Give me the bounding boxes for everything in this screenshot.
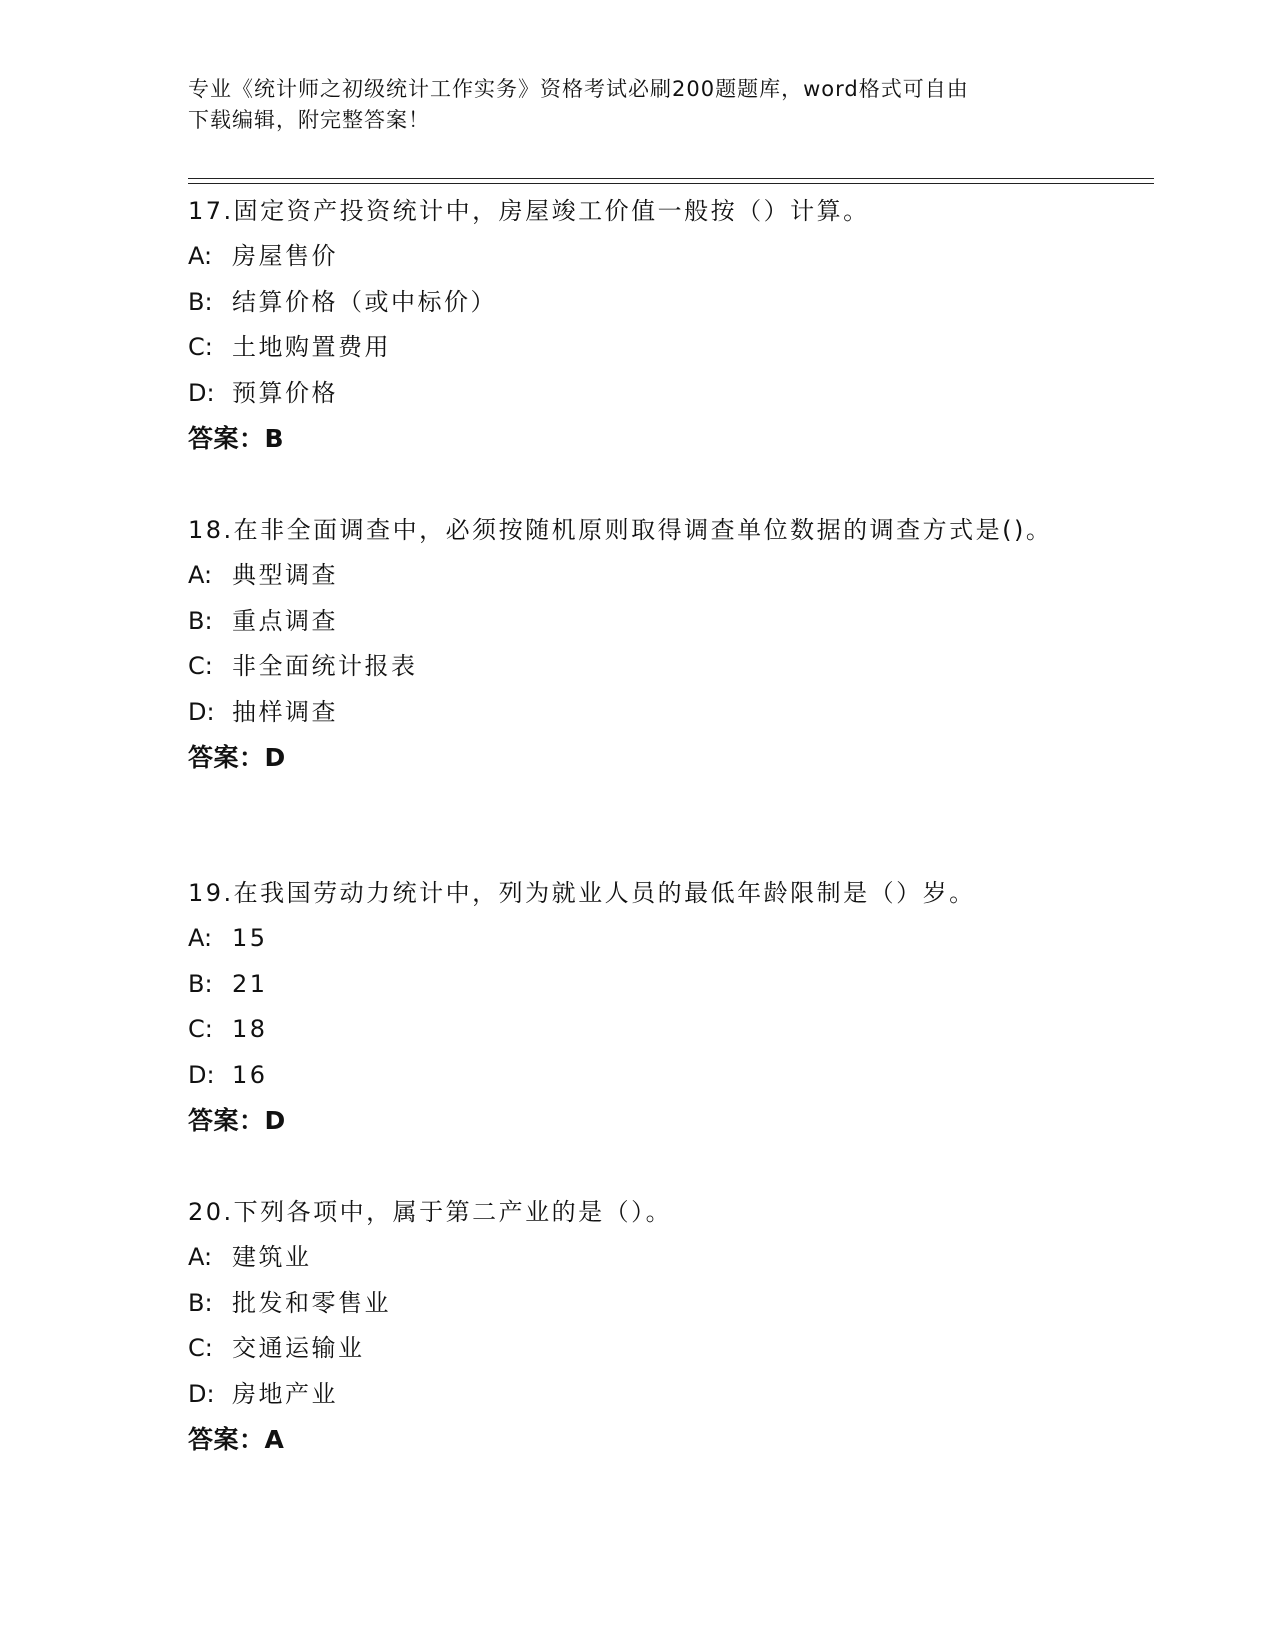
option-text: 交通运输业 [232,1334,365,1362]
answer: 答案：D [188,743,286,772]
answer: 答案：A [188,1425,285,1454]
option-label: B: [188,1288,213,1317]
option-label: D: [188,1379,215,1408]
option-label: A: [188,1243,213,1271]
option-label: C: [188,652,213,680]
option-text: 重点调查 [232,606,338,635]
option-label: B: [188,287,213,316]
option-text: 16 [232,1060,268,1089]
option-c [188,1326,1088,1372]
option-label: B: [188,606,213,635]
question-19 [188,871,1088,1144]
option-text: 21 [232,969,268,998]
option-text: 18 [232,1015,268,1043]
option-b [188,962,1088,1008]
option-d [188,371,1088,417]
question-17 [188,189,1088,462]
question-text: 20.下列各项中，属于第二产业的是（）。 [188,1198,673,1226]
option-label: B: [188,969,213,998]
option-d [188,1053,1088,1099]
document-header [188,74,1068,136]
header-line-2: 下载编辑，附完整答案！ [188,108,430,132]
option-text: 抽样调查 [232,697,338,726]
option-text: 房屋售价 [232,242,338,270]
option-a [188,1235,1088,1281]
header-rule-top [188,178,1154,179]
question-18 [188,508,1088,781]
option-label: A: [188,242,213,270]
option-text: 预算价格 [232,378,338,407]
option-text: 典型调查 [232,561,338,589]
option-text: 土地购置费用 [232,333,391,361]
option-text: 结算价格（或中标价） [232,287,497,316]
option-a [188,916,1088,962]
answer: 答案：B [188,424,285,453]
option-a [188,234,1088,280]
answer: 答案：D [188,1106,286,1135]
header-line-1: 专业《统计师之初级统计工作实务》资格考试必刷200题题库，word格式可自由 [188,77,969,101]
option-d [188,1372,1088,1418]
option-text: 建筑业 [232,1243,312,1271]
question-text: 19.在我国劳动力统计中，列为就业人员的最低年龄限制是（）岁。 [188,879,976,907]
option-a [188,553,1088,599]
header-rule-bottom [188,183,1154,184]
option-label: A: [188,561,213,589]
option-b [188,280,1088,326]
option-c [188,1007,1088,1053]
option-label: C: [188,1015,213,1043]
option-label: D: [188,697,215,726]
option-text: 15 [232,924,268,952]
option-c [188,325,1088,371]
option-text: 非全面统计报表 [232,652,418,680]
option-b [188,599,1088,645]
option-text: 批发和零售业 [232,1288,391,1317]
option-label: A: [188,924,213,952]
option-b [188,1281,1088,1327]
option-c [188,644,1088,690]
option-label: C: [188,333,213,361]
option-label: D: [188,378,215,407]
option-text: 房地产业 [232,1379,338,1408]
option-label: D: [188,1060,215,1089]
question-text: 18.在非全面调查中，必须按随机原则取得调查单位数据的调查方式是()。 [188,516,1053,544]
option-label: C: [188,1334,213,1362]
question-text: 17.固定资产投资统计中，房屋竣工价值一般按（）计算。 [188,197,870,225]
question-20 [188,1190,1088,1463]
option-d [188,690,1088,736]
